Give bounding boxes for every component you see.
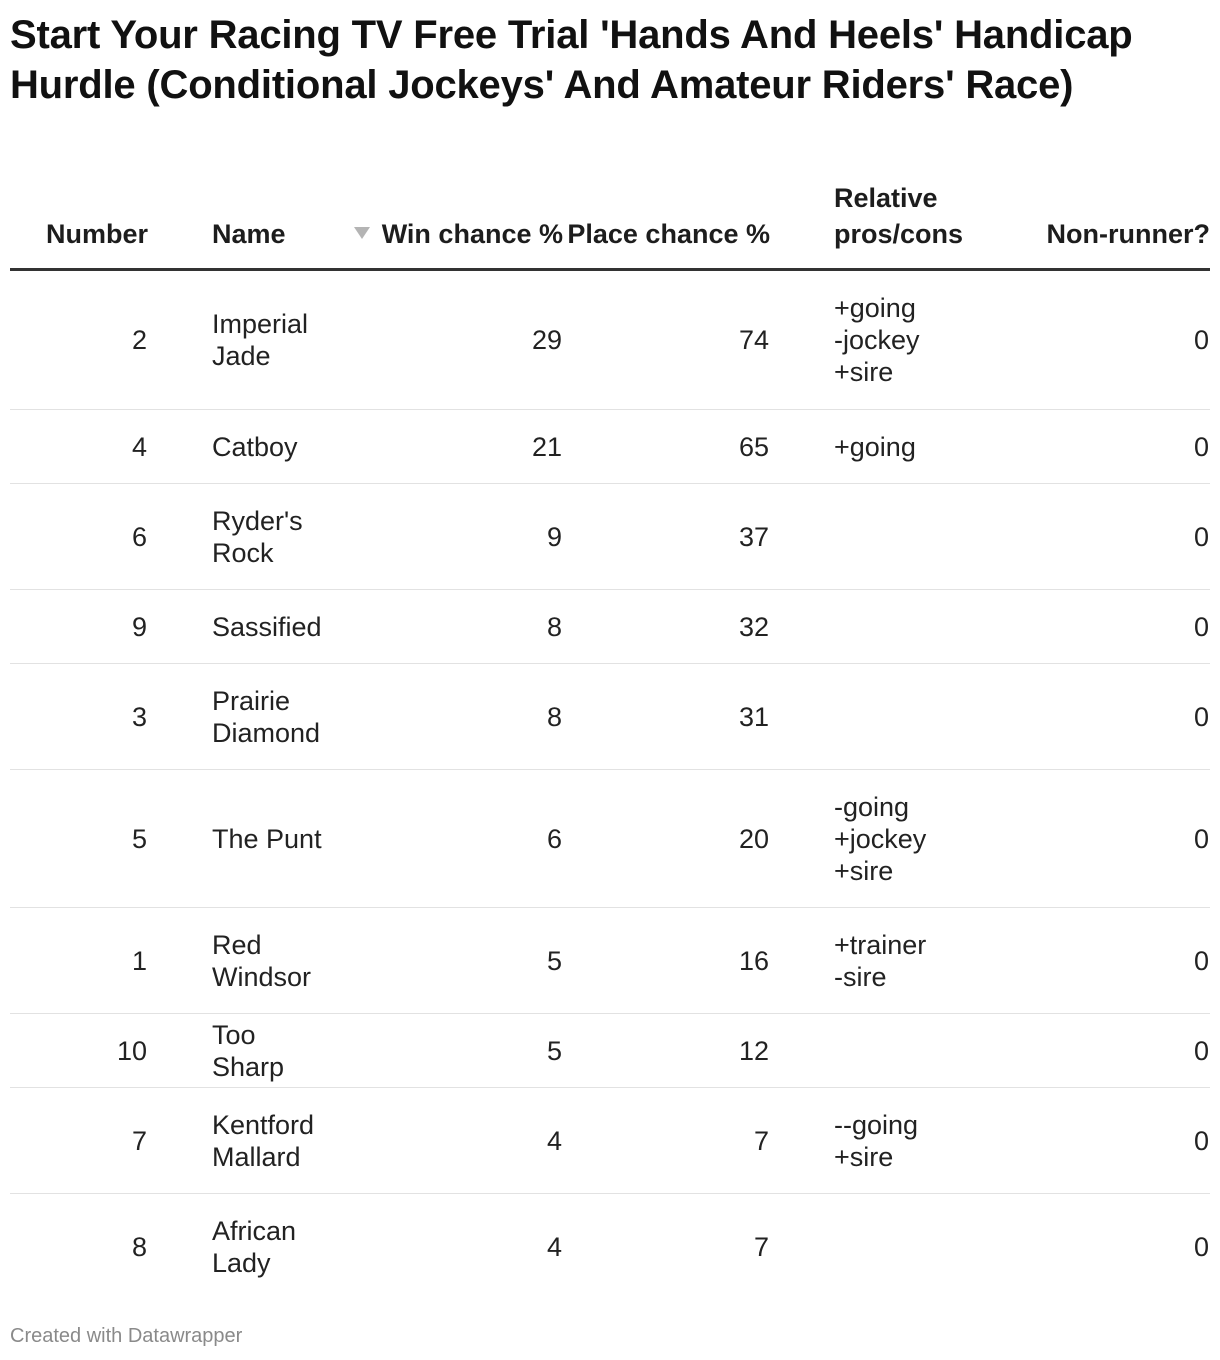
cell-name: Kentford Mallard: [148, 1088, 333, 1194]
pros-cons-item: +going: [834, 293, 916, 323]
cell-non-runner: 0: [1000, 270, 1210, 410]
cell-pros-cons: [770, 908, 1000, 1014]
cell-pros-cons: [770, 410, 1000, 484]
cell-name: Ryder's Rock: [148, 484, 333, 590]
table-row: [10, 1088, 1210, 1194]
pros-cons-item: -going: [834, 791, 910, 822]
cell-number: 3: [10, 664, 148, 770]
cell-non-runner: 0: [1193, 1231, 1209, 1262]
pros-cons-item: +sire: [834, 1141, 894, 1172]
cell-place-chance: 74: [563, 270, 770, 410]
column-header-win-chance[interactable]: [333, 162, 563, 270]
cell-number: 2: [10, 270, 148, 410]
table-header: [10, 162, 1210, 270]
cell-non-runner: 0: [1000, 590, 1210, 664]
cell-non-runner: 0: [1000, 908, 1210, 1014]
cell-number: 10: [10, 1014, 148, 1088]
cell-place-chance: 37: [563, 484, 770, 590]
pros-cons-item: +going: [834, 431, 916, 462]
cell-number: 5: [10, 770, 148, 908]
column-header-place-chance-label: Place chance %: [567, 219, 770, 249]
cell-non-runner: 0: [1000, 664, 1210, 770]
cell-non-runner: 0: [1000, 770, 1210, 908]
cell-name: Too Sharp: [148, 1014, 333, 1088]
cell-pros-cons: [770, 590, 1000, 664]
cell-win-chance: 9: [333, 484, 563, 590]
cell-win-chance: 5: [333, 908, 563, 1014]
table-row: [10, 1014, 1210, 1088]
cell-non-runner: 0: [1000, 1088, 1210, 1194]
header-row: [10, 162, 1210, 270]
cell-non-runner: 0: [1000, 1014, 1210, 1088]
cell-number: 6: [10, 484, 148, 590]
chart-title: Start Your Racing TV Free Trial 'Hands And Heels' Handicap Hurdle (Conditional Jockeys' And Amateur Riders' Race): [10, 13, 1133, 107]
table-row: [10, 1194, 1210, 1300]
pros-cons-item: +sire: [834, 357, 894, 387]
column-header-non-runner-label: Non-runner?: [1046, 219, 1210, 249]
cell-number: 9: [10, 590, 148, 664]
cell-number: 4: [10, 410, 148, 484]
cell-win-chance: 5: [333, 1014, 563, 1088]
table-row: [10, 590, 1210, 664]
cell-place-chance: 65: [563, 410, 770, 484]
cell-win-chance: 29: [333, 270, 563, 410]
table-row: [10, 410, 1210, 484]
cell-pros-cons: [770, 1194, 1000, 1300]
pros-cons-item: --going: [834, 1109, 919, 1140]
table-row: [10, 270, 1210, 410]
table-row: [10, 484, 1210, 590]
cell-place-chance: 16: [563, 908, 770, 1014]
cell-name: Red Windsor: [148, 908, 333, 1014]
cell-place-chance: 20: [563, 770, 770, 908]
cell-place-chance: 12: [563, 1014, 770, 1088]
column-header-number-label: Number: [45, 219, 148, 249]
cell-name: African Lady: [212, 1215, 297, 1278]
cell-name: Sassified: [148, 590, 333, 664]
cell-win-chance: 8: [333, 664, 563, 770]
column-header-pros-cons[interactable]: [770, 162, 1000, 270]
cell-win-chance: 4: [333, 1088, 563, 1194]
pros-cons-item: -jockey: [834, 325, 920, 355]
column-header-pros-cons-label: Relative pros/cons: [834, 183, 964, 249]
cell-name: Imperial Jade: [148, 270, 333, 410]
cell-place-chance: 32: [563, 590, 770, 664]
table-row: [10, 770, 1210, 908]
cell-pros-cons: [770, 770, 1000, 908]
cell-win-chance: 4: [546, 1231, 562, 1262]
column-header-win-chance-label: Win chance %: [381, 219, 563, 249]
cell-pros-cons: [770, 1088, 1000, 1194]
column-header-non-runner[interactable]: [1000, 162, 1210, 270]
cell-name: The Punt: [148, 770, 333, 908]
cell-name: Catboy: [148, 410, 333, 484]
column-header-name[interactable]: [148, 162, 333, 270]
cell-number: 1: [10, 908, 148, 1014]
pros-cons-item: +trainer: [834, 929, 927, 960]
cell-place-chance: 31: [563, 664, 770, 770]
attribution-footer: Created with Datawrapper: [10, 1325, 243, 1347]
cell-non-runner: 0: [1000, 410, 1210, 484]
cell-name: Prairie Diamond: [148, 664, 333, 770]
cell-number: 7: [10, 1088, 148, 1194]
cell-pros-cons: [770, 484, 1000, 590]
cell-non-runner: 0: [1000, 484, 1210, 590]
column-header-place-chance[interactable]: [563, 162, 770, 270]
pros-cons-item: -sire: [834, 961, 887, 992]
cell-number: 8: [131, 1231, 147, 1262]
table-body: [10, 270, 1210, 1300]
cell-pros-cons: [770, 270, 1000, 410]
pros-cons-item: +jockey: [834, 823, 927, 854]
sort-descending-icon: [354, 227, 370, 239]
race-table: [10, 162, 1210, 1299]
table-row: [10, 664, 1210, 770]
cell-win-chance: 8: [333, 590, 563, 664]
cell-pros-cons: [770, 1014, 1000, 1088]
column-header-name-label: Name: [212, 219, 286, 249]
column-header-number[interactable]: [10, 162, 148, 270]
table-row: [10, 908, 1210, 1014]
cell-win-chance: 21: [333, 410, 563, 484]
cell-place-chance: 7: [563, 1088, 770, 1194]
cell-place-chance: 7: [753, 1231, 769, 1262]
cell-pros-cons: [770, 664, 1000, 770]
pros-cons-item: +sire: [834, 855, 894, 886]
cell-win-chance: 6: [333, 770, 563, 908]
